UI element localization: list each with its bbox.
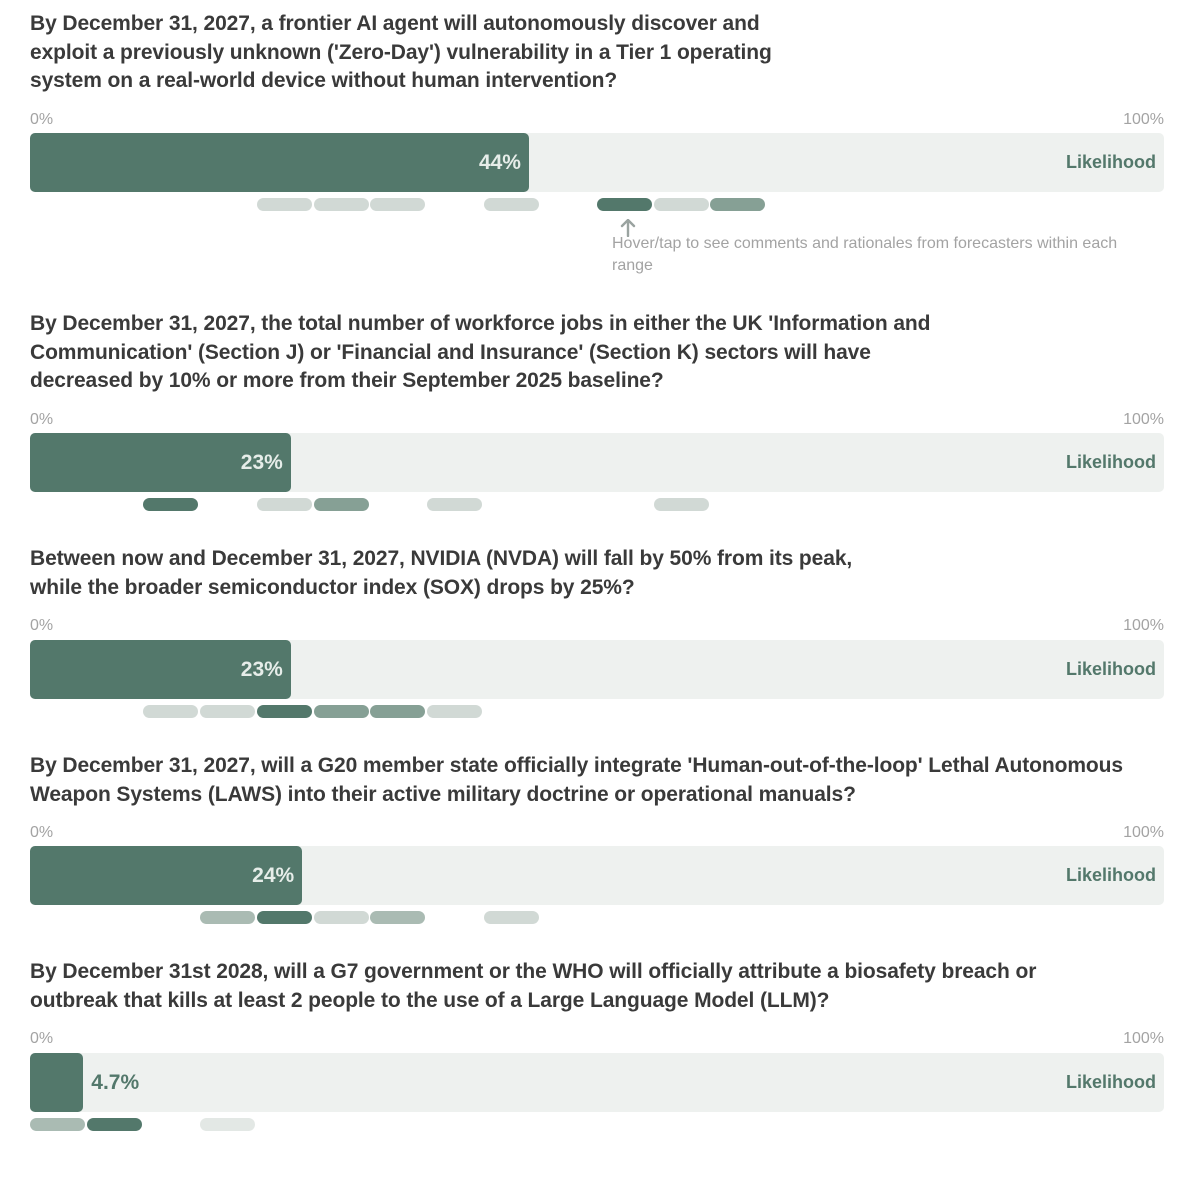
scale-min-label: 0% [30,1030,54,1047]
scale-min-label: 0% [30,111,54,128]
scale-max-label: 100% [1123,411,1164,428]
range-pill[interactable] [370,198,425,211]
likelihood-value: 44% [478,151,521,174]
scale-max-label: 100% [1123,1030,1164,1047]
range-pill[interactable] [484,198,539,211]
likelihood-label: Likelihood [1066,452,1156,472]
likelihood-value: 24% [252,864,295,887]
range-pill[interactable] [314,705,369,718]
range-pill[interactable] [314,498,369,511]
range-pill[interactable] [370,705,425,718]
scale-max-label: 100% [1123,824,1164,841]
likelihood-value: 4.7% [91,1071,140,1094]
range-pill[interactable] [314,198,369,211]
range-pill[interactable] [370,911,425,924]
likelihood-bar[interactable] [30,133,1164,192]
range-pill[interactable] [597,198,652,211]
likelihood-label: Likelihood [1066,865,1156,885]
question-card [30,545,1164,725]
range-pill[interactable] [257,705,312,718]
range-pill[interactable] [427,498,482,511]
likelihood-label: Likelihood [1066,152,1156,172]
likelihood-fill [30,1053,83,1112]
range-pill[interactable] [710,198,765,211]
likelihood-bar[interactable] [30,1053,1164,1112]
range-pill[interactable] [200,705,255,718]
range-pill[interactable] [30,1118,85,1131]
range-pill[interactable] [143,705,198,718]
likelihood-value: 23% [240,658,283,681]
range-pill[interactable] [257,198,312,211]
scale-min-label: 0% [30,824,54,841]
range-pill[interactable] [654,198,709,211]
likelihood-bar[interactable] [30,846,1164,905]
question-card [30,958,1164,1138]
range-pill[interactable] [257,498,312,511]
range-pill[interactable] [200,1118,255,1131]
scale-max-label: 100% [1123,617,1164,634]
scale-min-label: 0% [30,617,54,634]
likelihood-fill [30,133,529,192]
hover-hint: Hover/tap to see comments and rationales from forecasters within each range [612,235,1118,274]
range-pill[interactable] [314,911,369,924]
question-title: By December 31, 2027, will a G20 member state officially integrate 'Human-out-of-the-loop' Lethal Autonomous Weapon Systems (LAWS) into their active military doctrine or operational manuals? [30,754,1123,806]
range-pill[interactable] [143,498,198,511]
likelihood-label: Likelihood [1066,1072,1156,1092]
question-title: By December 31, 2027, a frontier AI agent will autonomously discover and exploit a previously unknown ('Zero-Day') vulnerability in a Tier 1 operating system on a real-world device without human intervention? [30,12,772,92]
range-pill[interactable] [87,1118,142,1131]
scale-max-label: 100% [1123,111,1164,128]
range-pill[interactable] [257,911,312,924]
scale-min-label: 0% [30,411,54,428]
likelihood-label: Likelihood [1066,659,1156,679]
likelihood-bar[interactable] [30,640,1164,699]
likelihood-bar[interactable] [30,433,1164,492]
question-card [30,752,1164,932]
question-title: By December 31st 2028, will a G7 government or the WHO will officially attribute a biosafety breach or outbreak that kills at least 2 people to the use of a Large Language Model (LLM)? [30,960,1037,1012]
likelihood-value: 23% [240,451,283,474]
question-title: By December 31, 2027, the total number of workforce jobs in either the UK 'Information and Communication' (Section J) or 'Financial and Insurance' (Section K) sectors will have decreased by 10% or more from their September 2025 baseline? [30,312,931,392]
question-card [30,310,1164,520]
range-pill[interactable] [200,911,255,924]
range-pill[interactable] [427,705,482,718]
range-pill[interactable] [484,911,539,924]
range-pill[interactable] [654,498,709,511]
question-title: Between now and December 31, 2027, NVIDIA (NVDA) will fall by 50% from its peak, while the broader semiconductor index (SOX) drops by 25%? [30,547,853,599]
